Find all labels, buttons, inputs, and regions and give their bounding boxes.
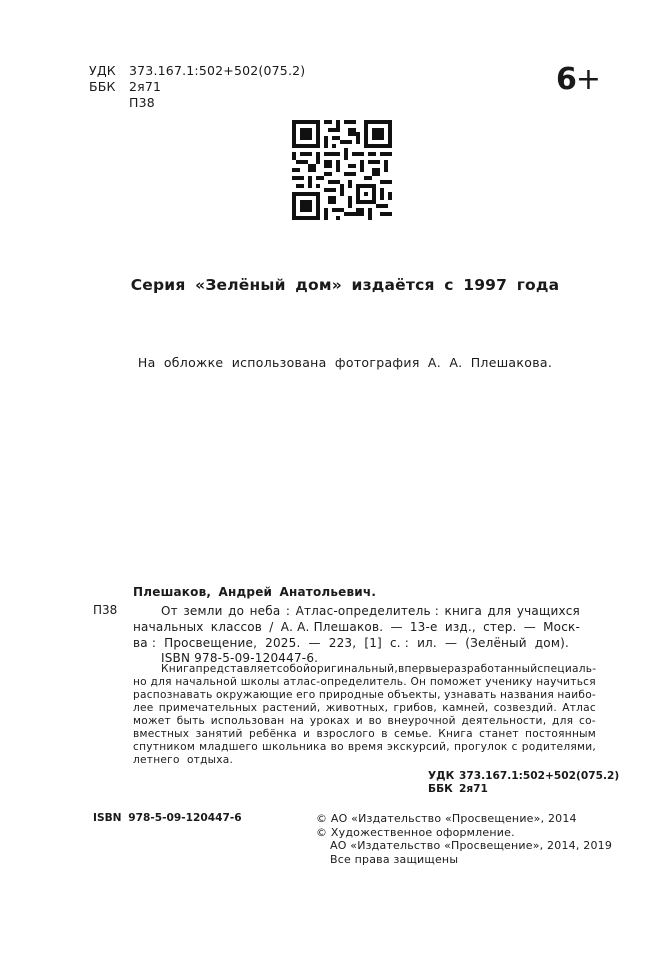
qr-code-icon xyxy=(292,120,392,220)
isbn-footer: ISBN 978-5-09-120447-6 xyxy=(93,812,242,824)
udk-label: УДК xyxy=(428,770,455,782)
annotation-paragraph xyxy=(133,663,596,767)
udk-label: УДК xyxy=(89,63,116,78)
author-mark: П38 xyxy=(129,95,155,110)
udk-value: 373.167.1:502+502(075.2) xyxy=(459,770,620,782)
bibliographic-description xyxy=(133,603,580,651)
annotation-line: может быть использован на уроках и во внеурочной деятельности, для со- xyxy=(133,715,596,727)
age-rating-badge xyxy=(556,62,600,98)
annotation-line: спутником младшего школьника во время экскурсий, прогулок с родителями, xyxy=(133,741,596,753)
annotation-line: вместных занятий ребёнка и взрослого в семье. Книга станет постоянным xyxy=(133,728,596,740)
biblio-line: начальных классов / А. А. Плешаков. — 13-е изд., стер. — Моск- xyxy=(133,620,580,634)
copyright-publisher: © АО «Издательство «Просвещение», 2014 xyxy=(316,812,577,825)
copyright-design-owner: АО «Издательство «Просвещение», 2014, 2019 xyxy=(330,839,613,852)
classification-block xyxy=(89,63,305,111)
rights-reserved: Все права защищены xyxy=(330,852,459,866)
cover-photo-note: На обложке использована фотография А. А. Плешакова. xyxy=(137,355,553,370)
biblio-line: ва : Просвещение, 2025. — 223, [1] с. : ил. — (Зелёный дом). xyxy=(133,636,569,650)
annotation-line: но для начальной школы атлас-определитель. Он поможет ученику научиться xyxy=(133,676,596,688)
call-number: П38 xyxy=(93,603,118,617)
copyright-block xyxy=(316,812,612,866)
age-rating-plus: + xyxy=(575,62,601,97)
annotation-line: лее примечательных растений, животных, грибов, камней, созвездий. Атлас xyxy=(133,702,596,714)
annotation-line: летнего отдыха. xyxy=(133,754,234,766)
record-isbn: ISBN 978-5-09-120447-6. xyxy=(161,651,319,665)
bbk-value: 2я71 xyxy=(129,79,162,94)
copyright-design: © Художественное оформление. xyxy=(316,825,515,839)
author-heading: Плешаков, Андрей Анатольевич. xyxy=(133,585,377,599)
bbk-label: ББК xyxy=(428,783,453,795)
classification-footer xyxy=(428,770,619,796)
annotation-line: распознавать окружающие его природные объекты, узнавать названия наибо- xyxy=(133,689,596,701)
age-rating-number: 6 xyxy=(556,62,576,97)
bbk-value: 2я71 xyxy=(459,783,488,795)
biblio-line: От земли до неба : Атлас-определитель : книга для учащихся xyxy=(161,604,580,618)
udk-value: 373.167.1:502+502(075.2) xyxy=(129,63,306,78)
annotation-line: Книга представляет собой оригинальный, впервые разработанный специаль- xyxy=(161,663,597,675)
bbk-label: ББК xyxy=(89,79,116,94)
series-note: Серия «Зелёный дом» издаётся с 1997 года xyxy=(130,276,560,294)
